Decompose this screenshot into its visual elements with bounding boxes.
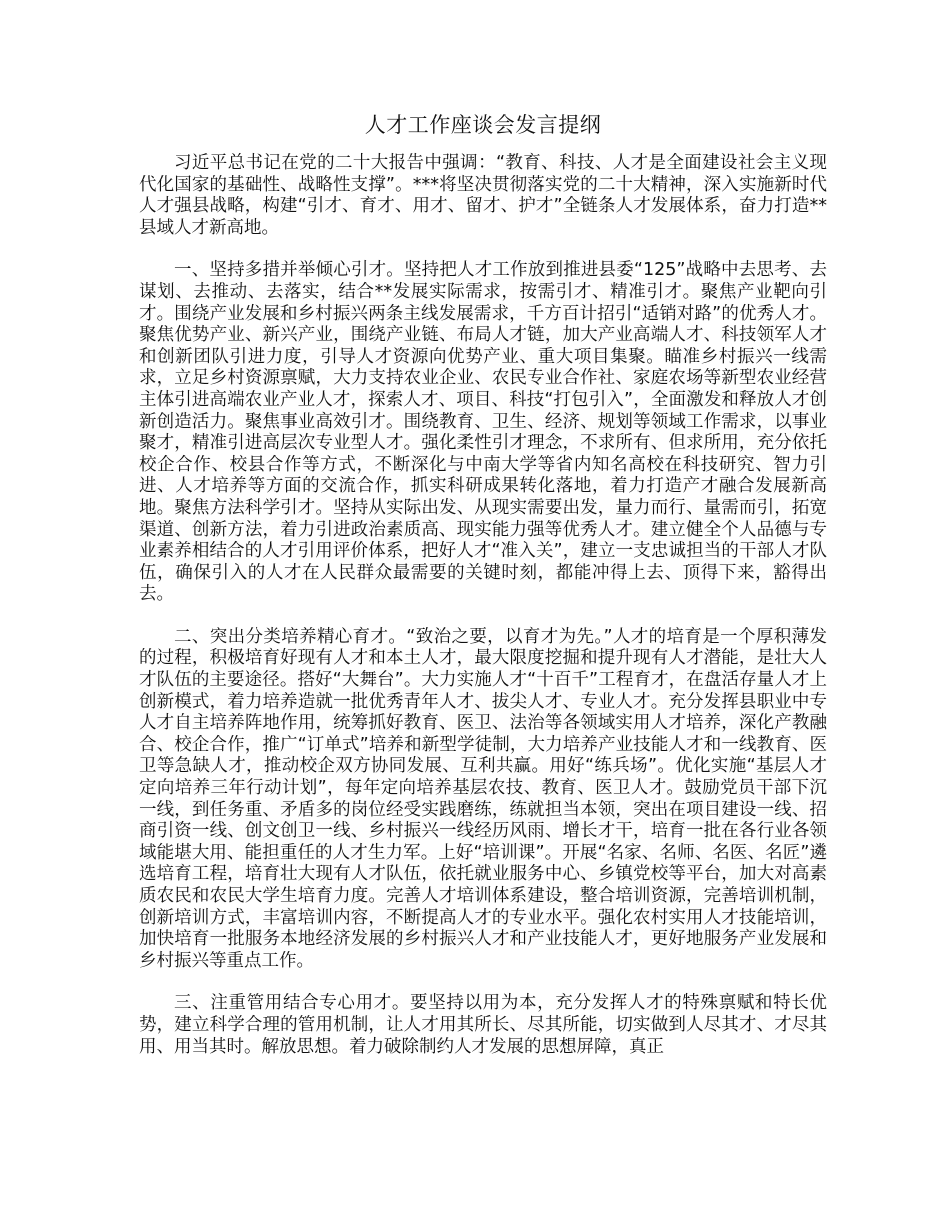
- paragraph-intro: 习近平总书记在党的二十大报告中强调：“教育、科技、人才是全面建设社会主义现代化国家的基础性、战略性支撑”。***将坚决贯彻落实党的二十大精神，深入实施新时代人才强县战略，构建“引才、育才、用才、留才、护才”全链条人才发展体系，奋力打造**县域人才新高地。: [139, 153, 827, 238]
- document-page: [139, 110, 827, 1079]
- paragraph-section-2: 二、突出分类培养精心育才。“致治之要，以育才为先。”人才的培育是一个厚积薄发的过程，积极培育好现有人才和本土人才，最大限度挖掘和提升现有人才潜能，是壮大人才队伍的主要途径。搭好“大舞台”。大力实施人才“十百千”工程育才，在盘活存量人才上创新模式，着力培养造就一批优秀青年人才、拔尖人才、专业人才。充分发挥县职业中专人才自主培养阵地作用，统筹抓好教育、医卫、法治等各领域实用人才培养，深化产教融合、校企合作，推广“订单式”培养和新型学徒制，大力培养产业技能人才和一线教育、医卫等急缺人才，推动校企双方协同发展、互利共赢。用好“练兵场”。优化实施“基层人才定向培养三年行动计划”，每年定向培养基层农技、教育、医卫人才。鼓励党员干部下沉一线，到任务重、矛盾多的岗位经受实践磨练，练就担当本领，突出在项目建设一线、招商引资一线、创文创卫一线、乡村振兴一线经历风雨、增长才干，培育一批在各行业各领域能堪大用、能担重任的人才生力军。上好“培训课”。开展“名家、名师、名医、名匠”遴选培育工程，培育壮大现有人才队伍，依托就业服务中心、乡镇党校等平台，加大对高素质农民和农民大学生培育力度。完善人才培训体系建设，整合培训资源，完善培训机制，创新培训方式，丰富培训内容，不断提高人才的专业水平。强化农村实用人才技能培训，加快培育一批服务本地经济发展的乡村振兴人才和产业技能人才，更好地服务产业发展和乡村振兴等重点工作。: [139, 626, 827, 971]
- document-title: 人才工作座谈会发言提纲: [364, 113, 602, 137]
- paragraph-section-3: 三、注重管用结合专心用才。要坚持以用为本，充分发挥人才的特殊禀赋和特长优势，建立科学合理的管用机制，让人才用其所长、尽其所能，切实做到人尽其才、才尽其用、用当其时。解放思想。着力破除制约人才发展的思想屏障，真正: [139, 993, 827, 1057]
- paragraph-section-1: 一、坚持多措并举倾心引才。坚持把人才工作放到推进县委“125”战略中去思考、去谋划、去推动、去落实，结合**发展实际需求，按需引才、精准引才。聚焦产业靶向引才。围绕产业发展和乡村振兴两条主线发展需求，千方百计招引“适销对路”的优秀人才。聚焦优势产业、新兴产业，围绕产业链、布局人才链，加大产业高端人才、科技领军人才和创新团队引进力度，引导人才资源向优势产业、重大项目集聚。瞄准乡村振兴一线需求，立足乡村资源禀赋，大力支持农业企业、农民专业合作社、家庭农场等新型农业经营主体引进高端农业产业人才，探索人才、项目、科技“打包引入”，全面激发和释放人才创新创造活力。聚焦事业高效引才。围绕教育、卫生、经济、规划等领域工作需求，以事业聚才，精准引进高层次专业型人才。强化柔性引才理念，不求所有、但求所用，充分依托校企合作、校县合作等方式，不断深化与中南大学等省内知名高校在科技研究、智力引进、人才培养等方面的交流合作，抓实科研成果转化落地，着力打造产才融合发展新高地。聚焦方法科学引才。坚持从实际出发、从现实需要出发，量力而行、量需而引，拓宽渠道、创新方法，着力引进政治素质高、现实能力强等优秀人才。建立健全个人品德与专业素养相结合的人才引用评价体系，把好人才“准入关”，建立一支忠诚担当的干部人才队伍，确保引入的人才在人民群众最需要的关键时刻，都能冲得上去、顶得下来，豁得出去。: [139, 260, 827, 605]
